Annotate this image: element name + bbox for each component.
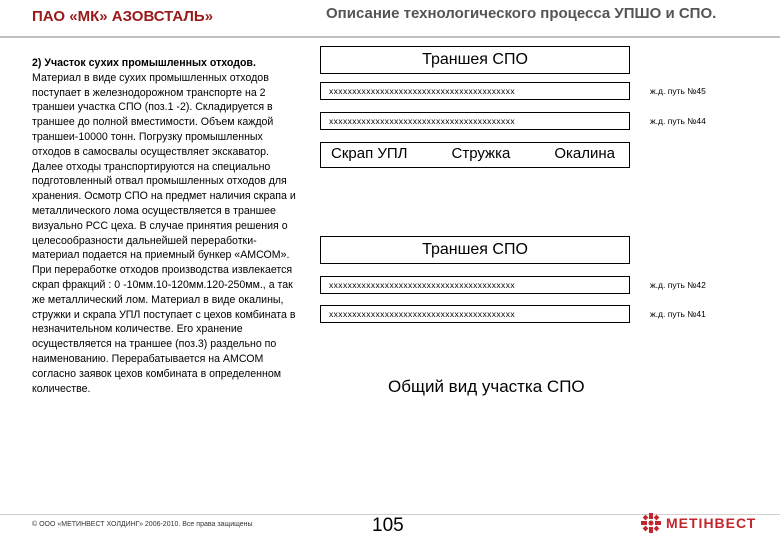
page-title: Описание технологического процесса УПШО и СПО. [326,5,717,22]
section-text: Материал в виде сухих промышленных отходов поступает в железнодорожном транспорте на 2 траншеи участка СПО (поз.1 -2). Складируется в траншее до полной вместимости. Объем каждой траншеи-10000 тонн. Погрузку промышленных отходов в самосвалы осуществляет экскаватор. Далее отходы транспортируются на специально подготовленный отвал промышленных отходов для хранения. Осмотр СПО на предмет наличия скрапа и металлического лома осуществляется в траншее визуально РСС цеха. В случае принятия решения о целесообразности дальнейшей переработки-материал подается на приемный бункер «АМСОМ». При переработке отходов производства извлекается скрап фракций : 0 -10мм.10-120мм.120-250мм., а так же металлический лом. Материал в виде окалины, стружки и скрапа УПЛ поступает с цехов комбината в незначительном количестве. Его хранение осуществляется на траншее (поз.3) раздельно по наименованию. Перерабатывается на АМСОМ согласно заявок цехов комбината в определенном количестве. [32,71,296,395]
metinvest-logo-icon [640,512,662,534]
logo-text: МЕТІНВЕСТ [666,515,757,531]
category-shavings: Стружка [451,145,511,162]
rail-track-42: xxxxxxxxxxxxxxxxxxxxxxxxxxxxxxxxxxxxxxxx [320,276,630,294]
page-number: 105 [372,515,404,536]
trench-1-title: Траншея СПО [320,46,630,74]
header-divider [0,36,780,38]
rail-label-41: ж.д. путь №41 [650,309,706,319]
diagram-caption: Общий вид участка СПО [388,377,585,396]
section-heading: 2) Участок сухих промышленных отходов. [32,57,256,69]
company-logo [640,512,756,534]
rail-label-44: ж.д. путь №44 [650,116,706,126]
category-scale: Окалина [554,145,615,162]
trench-2-title: Траншея СПО [320,236,630,264]
rail-label-42: ж.д. путь №42 [650,280,706,290]
category-scrap: Скрап УПЛ [331,145,408,162]
description-block [32,56,300,396]
rail-track-44: xxxxxxxxxxxxxxxxxxxxxxxxxxxxxxxxxxxxxxxx [320,112,630,130]
rail-label-45: ж.д. путь №45 [650,86,706,96]
company-name: ПАО «МК» АЗОВСТАЛЬ» [32,8,214,25]
copyright-notice: © ООО «МЕТИНВЕСТ ХОЛДИНГ» 2006-2010. Все права защищены [32,521,253,528]
rail-track-41: xxxxxxxxxxxxxxxxxxxxxxxxxxxxxxxxxxxxxxxx [320,305,630,323]
material-categories [320,142,630,168]
rail-track-45: xxxxxxxxxxxxxxxxxxxxxxxxxxxxxxxxxxxxxxxx [320,82,630,100]
